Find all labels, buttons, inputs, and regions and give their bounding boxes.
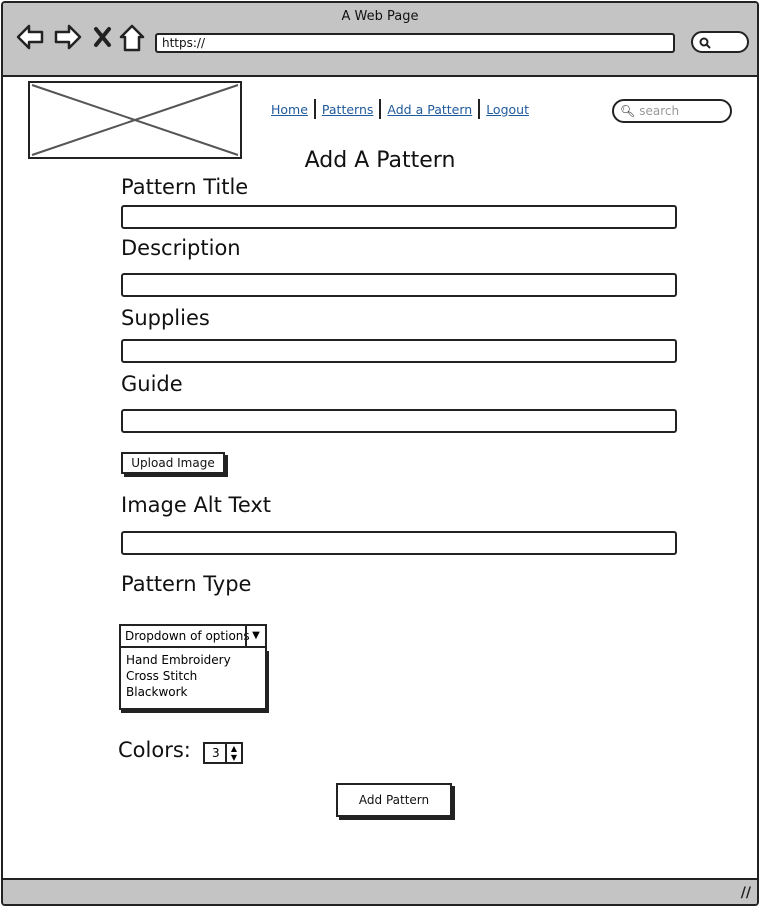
back-icon[interactable] — [15, 23, 45, 51]
browser-window — [1, 1, 759, 906]
stepper-arrows-icon[interactable]: ▲ ▼ — [225, 744, 241, 762]
image-alt-text-input[interactable] — [121, 531, 677, 555]
search-icon: 🔍︎ — [620, 104, 636, 118]
pattern-type-select[interactable] — [119, 624, 267, 648]
browser-toolbar — [3, 3, 757, 77]
image-placeholder-icon — [30, 83, 240, 157]
close-icon[interactable] — [93, 23, 113, 51]
option-cross-stitch[interactable]: Cross Stitch — [126, 669, 198, 683]
option-hand-embroidery[interactable]: Hand Embroidery — [126, 653, 231, 667]
colors-value: 3 — [212, 746, 220, 760]
site-search-input[interactable] — [612, 99, 732, 123]
url-bar[interactable]: https:// — [155, 33, 675, 53]
option-blackwork[interactable]: Blackwork — [126, 685, 188, 699]
colors-label: Colors: — [118, 738, 191, 762]
add-pattern-button[interactable]: Add Pattern — [336, 783, 452, 817]
description-label: Description — [121, 236, 241, 260]
guide-input[interactable] — [121, 409, 677, 433]
pattern-title-input[interactable] — [121, 205, 677, 229]
pattern-type-options — [119, 648, 267, 710]
colors-stepper[interactable] — [203, 742, 243, 764]
resize-grip-icon[interactable]: // — [740, 885, 751, 901]
supplies-label: Supplies — [121, 306, 210, 330]
nav-logout[interactable]: Logout — [486, 101, 529, 117]
browser-search-button[interactable] — [691, 31, 749, 53]
pattern-type-label: Pattern Type — [121, 572, 252, 596]
window-title: A Web Page — [341, 9, 419, 24]
guide-label: Guide — [121, 372, 183, 396]
supplies-input[interactable] — [121, 339, 677, 363]
nav-patterns[interactable]: Patterns — [321, 101, 374, 117]
forward-icon[interactable] — [53, 23, 83, 51]
upload-image-button[interactable]: Upload Image — [121, 452, 225, 474]
description-input[interactable] — [121, 273, 677, 297]
nav-home[interactable]: Home — [271, 101, 308, 117]
search-icon — [699, 37, 711, 49]
pattern-type-selected: Dropdown of options — [125, 629, 250, 643]
image-alt-text-label: Image Alt Text — [121, 493, 272, 517]
chevron-down-icon[interactable]: ▼ — [245, 626, 265, 646]
home-icon[interactable] — [118, 23, 146, 53]
search-placeholder: search — [639, 104, 680, 118]
site-nav — [265, 99, 535, 119]
pattern-title-label: Pattern Title — [121, 175, 249, 199]
browser-status-bar — [3, 878, 757, 904]
page-title: Add A Pattern — [304, 148, 456, 173]
nav-add-pattern[interactable]: Add a Pattern — [387, 101, 473, 117]
